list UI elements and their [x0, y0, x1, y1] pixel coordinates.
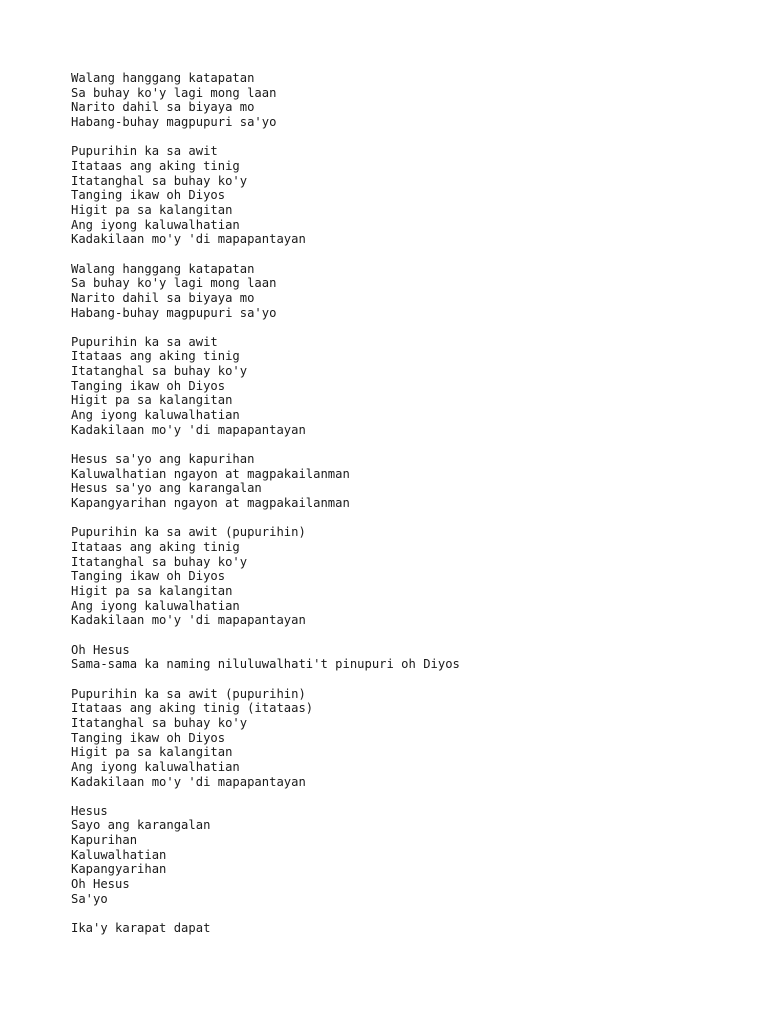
lyrics-line: Tanging ikaw oh Diyos	[71, 730, 226, 745]
lyrics-line: Kaluwalhatian	[71, 847, 167, 862]
lyrics-line: Kadakilaan mo'y 'di mapapantayan	[71, 774, 306, 789]
lyrics-line: Itatanghal sa buhay ko'y	[71, 715, 248, 730]
lyrics-stanza	[71, 687, 751, 790]
lyrics-stanza	[71, 804, 751, 907]
lyrics-stanza	[71, 71, 751, 130]
lyrics-line: Sayo ang karangalan	[71, 818, 211, 833]
lyrics-line: Pupurihin ka sa awit	[71, 144, 218, 159]
lyrics-line: Hesus sa'yo ang kapurihan	[71, 452, 255, 467]
lyrics-stanza	[71, 144, 751, 247]
lyrics-line: Walang hanggang katapatan	[71, 71, 255, 85]
lyrics-line: Habang-buhay magpupuri sa'yo	[71, 114, 277, 129]
lyrics-stanza	[71, 921, 751, 936]
lyrics-line: Kapangyarihan ngayon at magpakailanman	[71, 496, 350, 511]
lyrics-line: Itataas ang aking tinig	[71, 158, 240, 173]
lyrics-line: Ang iyong kaluwalhatian	[71, 408, 240, 423]
lyrics-line: Tanging ikaw oh Diyos	[71, 569, 226, 584]
lyrics-line: Ang iyong kaluwalhatian	[71, 759, 240, 774]
lyrics-stanza	[71, 525, 751, 628]
lyrics-line: Narito dahil sa biyaya mo	[71, 290, 255, 305]
lyrics-line: Sa buhay ko'y lagi mong laan	[71, 85, 277, 100]
lyrics-line: Tanging ikaw oh Diyos	[71, 378, 226, 393]
lyrics-line: Itatanghal sa buhay ko'y	[71, 554, 248, 569]
lyrics-line: Higit pa sa kalangitan	[71, 583, 233, 598]
lyrics-line: Itatanghal sa buhay ko'y	[71, 173, 248, 188]
lyrics-line: Higit pa sa kalangitan	[71, 745, 233, 760]
lyrics-stanza	[71, 452, 751, 511]
lyrics-line: Hesus sa'yo ang karangalan	[71, 481, 262, 496]
lyrics-line: Pupurihin ka sa awit (pupurihin)	[71, 686, 306, 701]
lyrics-line: Kaluwalhatian ngayon at magpakailanman	[71, 466, 350, 481]
lyrics-line: Tanging ikaw oh Diyos	[71, 188, 226, 203]
lyrics-line: Itataas ang aking tinig (itataas)	[71, 701, 314, 716]
lyrics-line: Pupurihin ka sa awit	[71, 334, 218, 349]
lyrics-document	[71, 71, 751, 950]
lyrics-line: Oh Hesus	[71, 642, 130, 657]
lyrics-line: Kapangyarihan	[71, 862, 167, 877]
lyrics-line: Kadakilaan mo'y 'di mapapantayan	[71, 232, 306, 247]
lyrics-line: Itataas ang aking tinig	[71, 349, 240, 364]
lyrics-line: Ika'y karapat dapat	[71, 921, 211, 936]
lyrics-line: Higit pa sa kalangitan	[71, 202, 233, 217]
lyrics-line: Higit pa sa kalangitan	[71, 393, 233, 408]
lyrics-line: Oh Hesus	[71, 877, 130, 892]
lyrics-line: Sa'yo	[71, 891, 108, 906]
lyrics-line: Itataas ang aking tinig	[71, 540, 240, 554]
lyrics-line: Kadakilaan mo'y 'di mapapantayan	[71, 613, 306, 628]
lyrics-line: Ang iyong kaluwalhatian	[71, 217, 240, 232]
lyrics-stanza	[71, 643, 751, 672]
lyrics-line: Narito dahil sa biyaya mo	[71, 100, 255, 115]
lyrics-line: Sama-sama ka naming niluluwalhati't pinupuri oh Diyos	[71, 657, 460, 672]
lyrics-line: Walang hanggang katapatan	[71, 261, 255, 276]
lyrics-line: Pupurihin ka sa awit (pupurihin)	[71, 525, 306, 540]
lyrics-stanza	[71, 262, 751, 321]
lyrics-line: Ang iyong kaluwalhatian	[71, 598, 240, 613]
lyrics-line: Habang-buhay magpupuri sa'yo	[71, 305, 277, 320]
lyrics-line: Hesus	[71, 803, 108, 818]
lyrics-line: Sa buhay ko'y lagi mong laan	[71, 276, 277, 291]
lyrics-line: Kapurihan	[71, 833, 138, 848]
lyrics-stanza	[71, 335, 751, 438]
lyrics-line: Itatanghal sa buhay ko'y	[71, 364, 248, 379]
lyrics-line: Kadakilaan mo'y 'di mapapantayan	[71, 422, 306, 437]
